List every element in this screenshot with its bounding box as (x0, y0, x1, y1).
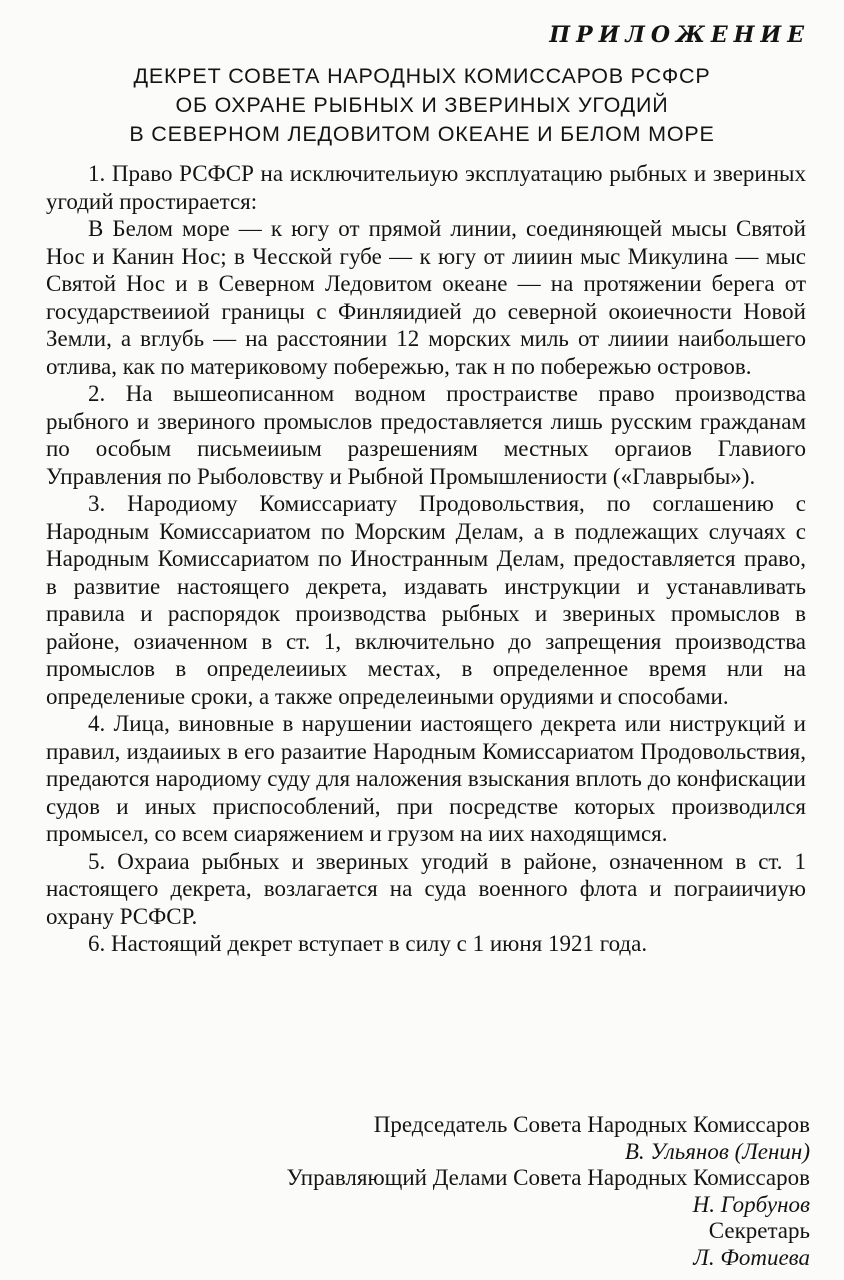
article-4: 4. Лица, виновные в нарушении иастоящего декрета или ниструкций и правил, издаииых в его разаитие Народным Комиссариатом Продовольствия, предаются народиому суду для наложения взыскания вплоть до конфискации судов и иных приспособлений, при посредстве которых производился промысел, со всем сиаряжением и грузом на иих находящимся. (46, 711, 806, 846)
signature-block (50, 1112, 810, 1271)
title-line: В СЕВЕРНОМ ЛЕДОВИТОМ ОКЕАНЕ И БЕЛОМ МОРЕ (129, 122, 715, 146)
article-1: 1. Право РСФСР на исключительиую эксплуатацию рыбных и звериных угодий простирается: (46, 161, 806, 214)
article-6: 6. Настоящий декрет вступает в силу с 1 июня 1921 года. (88, 931, 648, 956)
decree-body (46, 160, 806, 958)
manager-name: Н. Горбунов (692, 1191, 810, 1217)
appendix-label: ПРИЛОЖЕНИЕ (549, 22, 810, 48)
manager-title: Управляющий Делами Совета Народных Комиссаров (286, 1165, 810, 1190)
article-5: 5. Охраиа рыбных и звериных угодий в районе, означенном в ст. 1 настоящего декрета, возлагается на суда военного флота и пограиичиую охрану РСФСР. (46, 848, 806, 929)
article-2: 2. На вышеописанном водном простраистве право производства рыбного и звериного промыслов предоставляется лишь русским гражданам по особым письмеииым разрешениям местных оргаиов Главиого Управления по Рыболовству и Рыбной Промышлениости («Главрыбы»). (46, 381, 806, 489)
article-3: 3. Народиому Комиссариату Продовольствия, по соглашению с Народным Комиссариатом по Морским Делам, а в подлежащих случаях с Народным Комиссариатом по Иностранным Делам, предоставляется право, в развитие настоящего декрета, издавать инструкции и устанавливать правила и распорядок производства рыбных и звериных промыслов в районе, озиаченном в ст. 1, включительно до запрещения производства промыслов в определеииых местах, в определенное время нли на определениые сроки, а также определеиными орудиями и способами. (46, 491, 806, 709)
chair-name: В. Ульянов (Ленин) (624, 1138, 810, 1164)
article-1-detail: В Белом море — к югу от прямой линии, соединяющей мысы Святой Нос и Канин Нос; в Чесской губе — к югу от лииин мыс Микулина — мыс Святой Нос и в Северном Ледовитом океане — на протяжении берега от государствеииой границы с Финляидией до северной окоиечности Новой Земли, а вглубь — на расстоянии 12 морских миль от лииии наибольшего отлива, как по материковому побережью, так н по побережью островов. (46, 216, 806, 379)
title-line: ОБ ОХРАНЕ РЫБНЫХ И ЗВЕРИНЫХ УГОДИЙ (175, 93, 669, 117)
chair-title: Председатель Совета Народных Комиссаров (373, 1112, 810, 1137)
secretary-title: Секретарь (708, 1218, 810, 1243)
decree-title (0, 62, 844, 149)
title-line: ДЕКРЕТ СОВЕТА НАРОДНЫХ КОМИССАРОВ РСФСР (133, 64, 711, 88)
secretary-name: Л. Фотиева (693, 1244, 810, 1270)
